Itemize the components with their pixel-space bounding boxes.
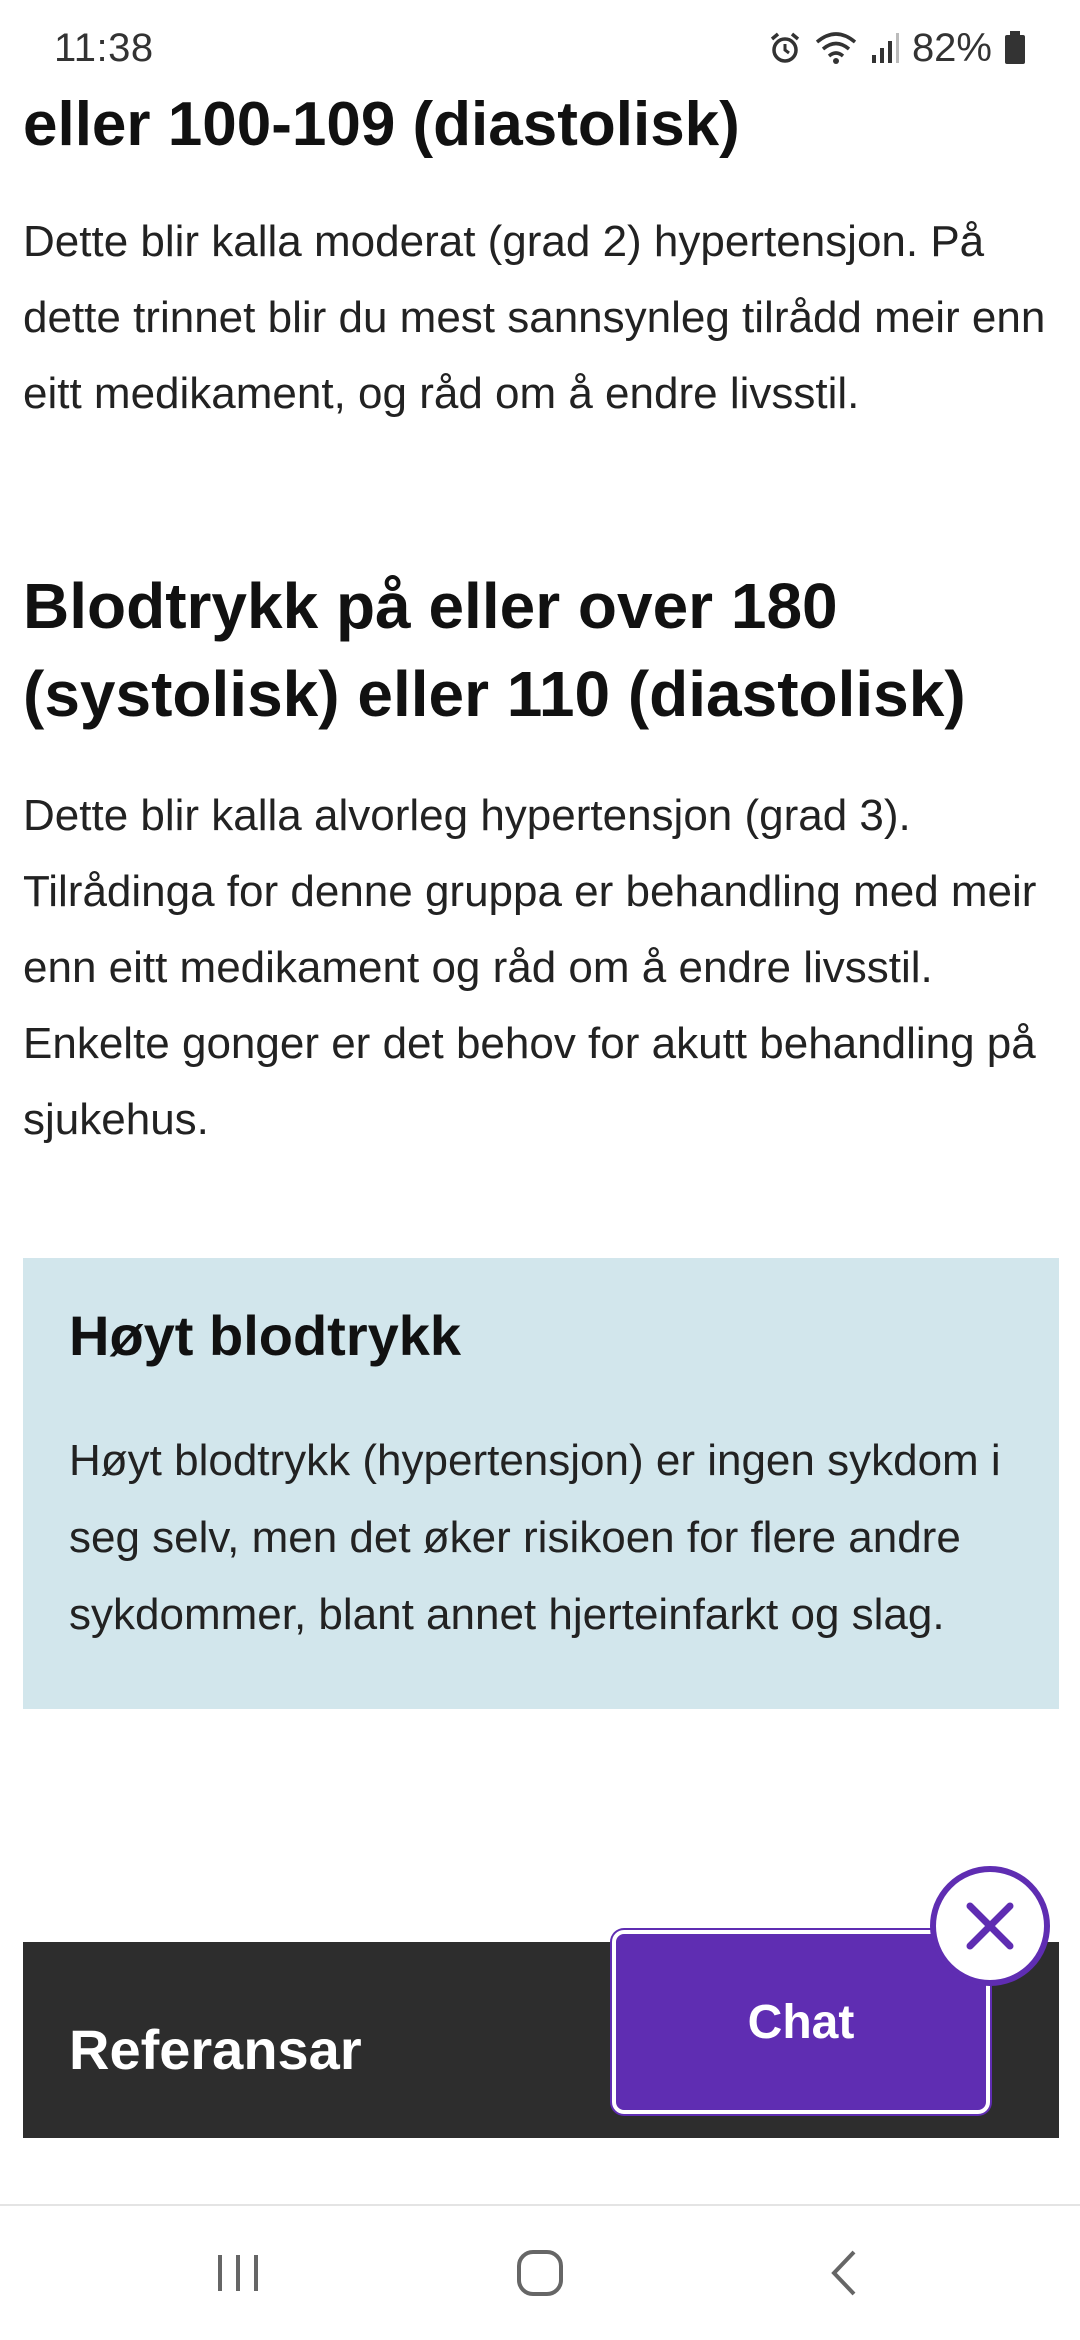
back-icon <box>826 2248 862 2298</box>
battery-icon <box>1004 31 1026 65</box>
home-button[interactable] <box>460 2206 620 2340</box>
chat-button[interactable] <box>612 1930 990 2114</box>
signal-icon <box>870 31 900 65</box>
status-time: 11:38 <box>54 25 154 70</box>
close-icon <box>960 1896 1020 1956</box>
references-title: Referansar <box>69 2017 362 2081</box>
info-box-text: Høyt blodtrykk (hypertensjon) er ingen sykdom i seg selv, men det øker risikoen for flere andre sykdommer, blant annet hjerteinfarkt og slag. <box>69 1435 1001 1639</box>
chat-close-button[interactable] <box>930 1866 1050 1986</box>
section-heading-partial: eller 100-109 (diastolisk) <box>23 90 740 159</box>
back-button[interactable] <box>764 2206 924 2340</box>
wifi-icon <box>814 30 858 66</box>
system-nav-bar <box>0 2206 1080 2340</box>
recents-button[interactable] <box>158 2206 318 2340</box>
info-box-title: Høyt blodtrykk <box>69 1304 462 1368</box>
home-icon <box>515 2248 565 2298</box>
status-icons <box>768 26 1026 71</box>
section-heading-grade-3: Blodtrykk på eller over 180 (systolisk) eller 110 (diastolisk) <box>23 570 966 731</box>
recents-icon <box>214 2251 262 2295</box>
paragraph-grade-3: Dette blir kalla alvorleg hypertensjon (grad 3). Tilrådinga for denne gruppa er behandling med meir enn eitt medikament og råd om å endre livsstil. Enkelte gonger er det behov for akutt behandling på sjukehus. <box>23 791 1037 1145</box>
chat-button-label: Chat <box>747 1995 855 2049</box>
info-box <box>23 1258 1059 1708</box>
paragraph-grade-2: Dette blir kalla moderat (grad 2) hypertensjon. På dette trinnet blir du mest sannsynleg tilrådd meir enn eitt medikament, og råd om å endre livsstil. <box>23 217 1046 419</box>
article-content <box>23 80 1059 1709</box>
battery-percent: 82% <box>911 25 992 70</box>
alarm-icon <box>768 31 802 65</box>
